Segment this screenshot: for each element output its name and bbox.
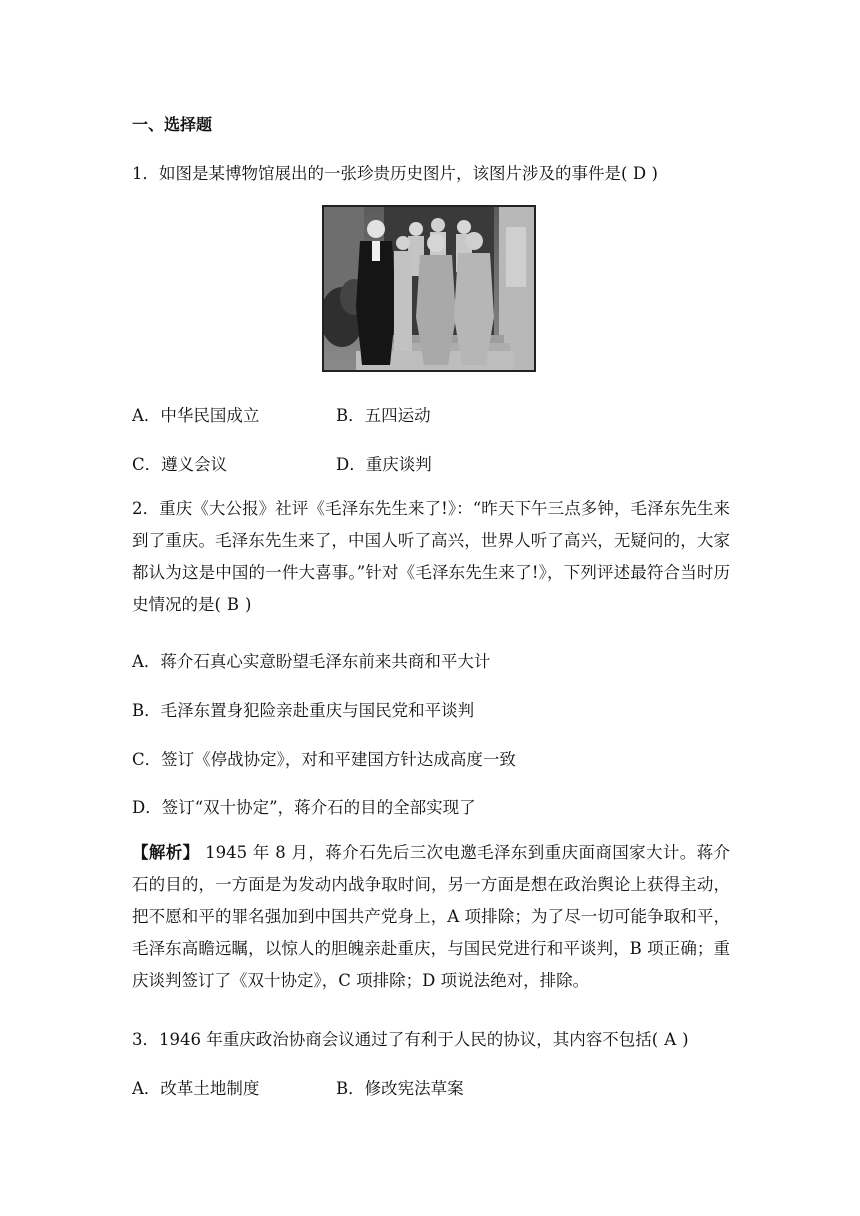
question-2-stem xyxy=(132,493,730,621)
question-2-close: ) xyxy=(244,595,252,614)
question-1-text: 1．如图是某博物馆展出的一张珍贵历史图片，该图片涉及的事件是( xyxy=(132,164,628,183)
question-2-option-c[interactable]: C．签订《停战协定》，对和平建国方针达成高度一致 xyxy=(132,750,516,769)
question-1-option-a[interactable]: A．中华民国成立 xyxy=(132,406,260,425)
question-3-options-row-1 xyxy=(132,1075,464,1099)
question-3-answer: A xyxy=(664,1030,677,1049)
question-1-options-row-1 xyxy=(132,402,431,426)
question-2-analysis xyxy=(132,837,730,997)
question-2-answer: B xyxy=(226,595,239,614)
question-1-option-d[interactable]: D．重庆谈判 xyxy=(336,455,432,474)
question-3-stem xyxy=(132,1026,689,1050)
question-1-answer: D xyxy=(632,164,647,183)
question-3-option-b[interactable]: B．修改宪法草案 xyxy=(336,1079,464,1098)
historical-photo-illustration xyxy=(324,207,534,370)
analysis-label: 【解析】 xyxy=(132,843,200,862)
question-2-option-a[interactable]: A．蒋介石真心实意盼望毛泽东前来共商和平大计 xyxy=(132,652,491,671)
question-1-stem xyxy=(132,160,658,184)
question-3-close: ) xyxy=(682,1030,689,1049)
question-1-close: ) xyxy=(651,164,658,183)
question-2-option-d[interactable]: D．签订“双十协定”，蒋介石的目的全部实现了 xyxy=(132,798,476,817)
question-1-option-c[interactable]: C．遵义会议 xyxy=(132,455,228,474)
question-1-options-row-2 xyxy=(132,451,432,475)
analysis-text: 1945 年 8 月，蒋介石先后三次电邀毛泽东到重庆面商国家大计。蒋介石的目的，一方面是为发动内战争取时间，另一方面是想在政治舆论上获得主动，把不愿和平的罪名强加到中国共产党身上，A 项排除；为了尽一切可能争取和平，毛泽东高瞻远瞩，以惊人的胆魄亲赴重庆，与国民党进行和平谈判，B 项正确；重庆谈判签订了《双十协定》，C 项排除；D 项说法绝对，排除。 xyxy=(132,843,731,990)
question-1-option-b[interactable]: B．五四运动 xyxy=(336,406,431,425)
question-2-text: 2．重庆《大公报》社评《毛泽东先生来了!》：“昨天下午三点多钟，毛泽东先生来到了重庆。毛泽东先生来了，中国人听了高兴，世界人听了高兴，无疑问的，大家都认为这是中国的一件大喜事。”针对《毛泽东先生来了!》，下列评述最符合当时历史情况的是( xyxy=(132,499,730,614)
question-2-option-b[interactable]: B．毛泽东置身犯险亲赴重庆与国民党和平谈判 xyxy=(132,701,475,720)
section-title: 一、选择题 xyxy=(132,115,213,134)
question-3-text: 3．1946 年重庆政治协商会议通过了有利于人民的协议，其内容不包括( xyxy=(132,1030,659,1049)
historical-photo xyxy=(322,205,536,372)
question-3-option-a[interactable]: A．改革土地制度 xyxy=(132,1079,260,1098)
